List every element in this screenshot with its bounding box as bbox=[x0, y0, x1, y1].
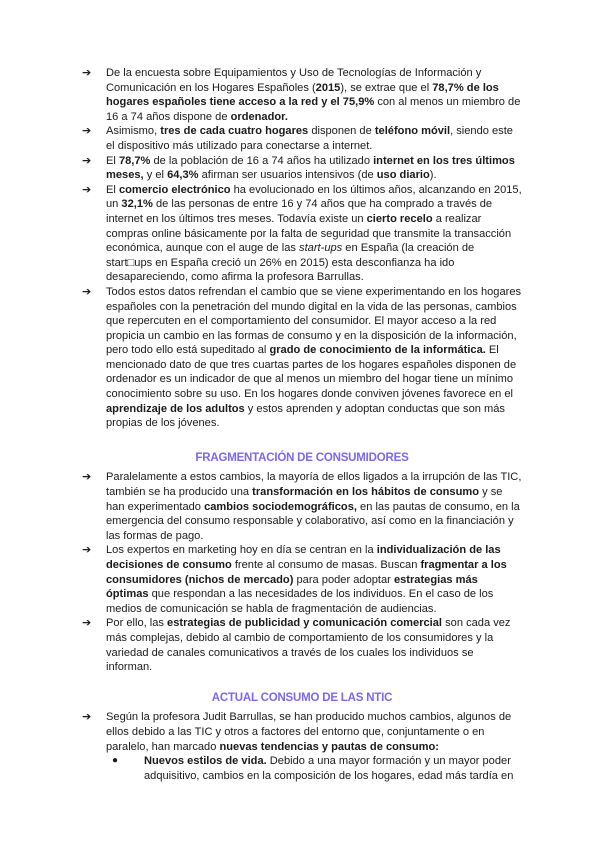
bold-run: ordenador. bbox=[230, 110, 288, 123]
arrow-right-icon: ➔ bbox=[82, 124, 92, 138]
section-heading-fragmentacion: FRAGMENTACIÓN DE CONSUMIDORES bbox=[195, 451, 409, 464]
arrow-right-icon: ➔ bbox=[82, 470, 92, 484]
arrow-right-icon: ➔ bbox=[82, 284, 92, 298]
text-run: , siendo este el dispositivo más utilizado para conectarse a internet. bbox=[106, 125, 513, 152]
text-run: de la población de 16 a 74 años ha utilizado bbox=[150, 154, 374, 167]
text-run: y el bbox=[143, 169, 168, 182]
text-run: en España (la creación de start□ups en España creció un 26% en 2015) esta desconfianza ha ido desapareciendo, como afirma la profesora Barrullas. bbox=[106, 242, 475, 284]
bold-run: 78,7% de los hogares españoles tiene acceso a la red y el 75,9% bbox=[106, 81, 499, 109]
text-run: El bbox=[106, 154, 119, 167]
bold-run: nuevas tendencias y pautas de consumo: bbox=[219, 740, 439, 753]
actual-consumo-section bbox=[82, 710, 522, 783]
bold-run: 78,7% bbox=[118, 154, 151, 167]
text-run: Según la profesora Judit Barrullas, se han producido muchos cambios, algunos de ellos debido a las TIC y otros a factores del entorno que, conjuntamente o en paralelo, han marcado bbox=[106, 711, 512, 753]
text-run: Debido a una mayor formación y un mayor poder adquisitivo, cambios en la composición de los hogares, edad más tardía en bbox=[144, 755, 514, 782]
fragmentacion-section bbox=[82, 470, 522, 674]
bold-run: internet en los tres últimos meses, bbox=[106, 154, 515, 182]
list-item bbox=[82, 183, 522, 285]
text-run: Por ello, las bbox=[106, 617, 168, 630]
intro-section bbox=[82, 66, 522, 431]
text-run: El mencionado dato de que tres cuartas partes de los hogares españoles disponen de ordenador es un indicador de que al menos un miembro del hogar tiene un mínimo conocimiento sobre su uso. En los hogares donde conviven jóvenes favorece en el bbox=[106, 344, 517, 401]
bold-run: transformación en los hábitos de consumo bbox=[252, 486, 480, 499]
arrow-right-icon: ➔ bbox=[82, 543, 92, 557]
text-run: Los expertos en marketing hoy en día se centran en la bbox=[106, 544, 377, 557]
bold-run: aprendizaje de los adultos bbox=[106, 402, 245, 415]
text-run: Todos estos datos refrendan el cambio que se viene experimentando en los hogares españoles con la penetración del mundo digital en la vida de las personas, cambios que repercuten en el comportamiento del consumidor. El mayor acceso a la red propicia un cambio en las formas de consumo y en la disposición de la información, pero todo ello está supeditado al bbox=[106, 285, 522, 357]
arrow-right-icon: ➔ bbox=[82, 153, 92, 167]
text-run: de las personas de entre 16 y 74 años que ha comprado a través de internet en los últimos tres meses. Todavía existe un bbox=[106, 198, 493, 225]
bold-run: Nuevos estilos de vida. bbox=[144, 755, 267, 768]
text-run: que respondan a las necesidades de los individuos. En el caso de los medios de comunicación se habla de fragmentación de audiencias. bbox=[106, 588, 494, 615]
text-run: con al menos un miembro de 16 a 74 años dispone de bbox=[106, 96, 521, 123]
bold-run: grado de conocimiento de la informática. bbox=[269, 344, 486, 357]
text-run: frente al consumo de masas. Buscan bbox=[231, 559, 421, 571]
text-run: ), se extrae que el bbox=[340, 81, 433, 94]
bold-run: 64,3% bbox=[167, 169, 199, 182]
section-heading-actual-consumo: ACTUAL CONSUMO DE LAS NTIC bbox=[211, 691, 393, 704]
list-item bbox=[82, 285, 522, 431]
text-run: a realizar compras online básicamente por la falta de seguridad que transmite la transacción económica, aunque con el auge de las bbox=[106, 212, 512, 255]
bold-run: 32,1% bbox=[121, 198, 153, 211]
text-run: son cada vez más complejas, debido al cambio de comportamiento de los consumidores y la variedad de canales comunicativos a través de los cuales los individuos se informan. bbox=[106, 617, 511, 674]
text-run: para poder adoptar bbox=[293, 573, 394, 586]
text-run: en las pautas de consumo, en la emergencia del consumo responsable y colaborativo, así como en la financiación y las formas de pago. bbox=[106, 500, 520, 542]
bold-run: estrategias más óptimas bbox=[106, 573, 478, 601]
sub-list-item bbox=[82, 754, 522, 783]
arrow-right-icon: ➔ bbox=[82, 182, 92, 196]
list-item bbox=[82, 543, 522, 616]
bold-run: comercio electrónico bbox=[118, 183, 231, 196]
list-item bbox=[82, 470, 522, 543]
text-run: De la encuesta sobre Equipamientos y Uso de Tecnologías de Información y Comunicación en los Hogares Españoles ( bbox=[106, 67, 482, 94]
bold-run: cambios sociodemográficos, bbox=[204, 500, 357, 513]
bold-run: estrategias de publicidad y comunicación comercial bbox=[167, 617, 443, 630]
bold-run: teléfono móvil bbox=[374, 125, 451, 138]
text-run: y se han experimentado bbox=[106, 486, 503, 513]
text-run: El bbox=[106, 183, 119, 196]
text-run: afirman ser usuarios intensivos (de bbox=[198, 169, 377, 182]
bold-run: individualización de las decisiones de consumo bbox=[106, 544, 501, 571]
arrow-right-icon: ➔ bbox=[82, 66, 92, 79]
text-run: ha evolucionado en los últimos años, alcanzando en 2015, un bbox=[106, 183, 522, 211]
text-run: ). bbox=[429, 169, 437, 182]
bold-run: tres de cada cuatro hogares bbox=[160, 125, 309, 138]
list-item bbox=[82, 66, 522, 124]
italic-run: start-ups bbox=[299, 242, 343, 255]
bullet-icon: ● bbox=[112, 755, 119, 767]
text-run: y estos aprenden y adoptan conductas que son más propias de los jóvenes. bbox=[106, 402, 505, 430]
text-run: disponen de bbox=[308, 125, 375, 138]
text-run: Paralelamente a estos cambios, la mayoría de ellos ligados a la irrupción de las TIC, también se ha producido una bbox=[106, 471, 522, 499]
list-item bbox=[82, 710, 522, 754]
document-content bbox=[82, 66, 522, 783]
bold-run: fragmentar a los consumidores (nichos de mercado) bbox=[106, 559, 507, 586]
arrow-right-icon: ➔ bbox=[82, 710, 92, 724]
list-item bbox=[82, 154, 522, 183]
bold-run: 2015 bbox=[315, 81, 341, 94]
list-item bbox=[82, 616, 522, 674]
bold-run: cierto recelo bbox=[366, 212, 433, 225]
bold-run: uso diario bbox=[376, 169, 430, 182]
list-item bbox=[82, 124, 522, 153]
arrow-right-icon: ➔ bbox=[82, 616, 92, 630]
text-run: Asimismo, bbox=[106, 125, 161, 138]
